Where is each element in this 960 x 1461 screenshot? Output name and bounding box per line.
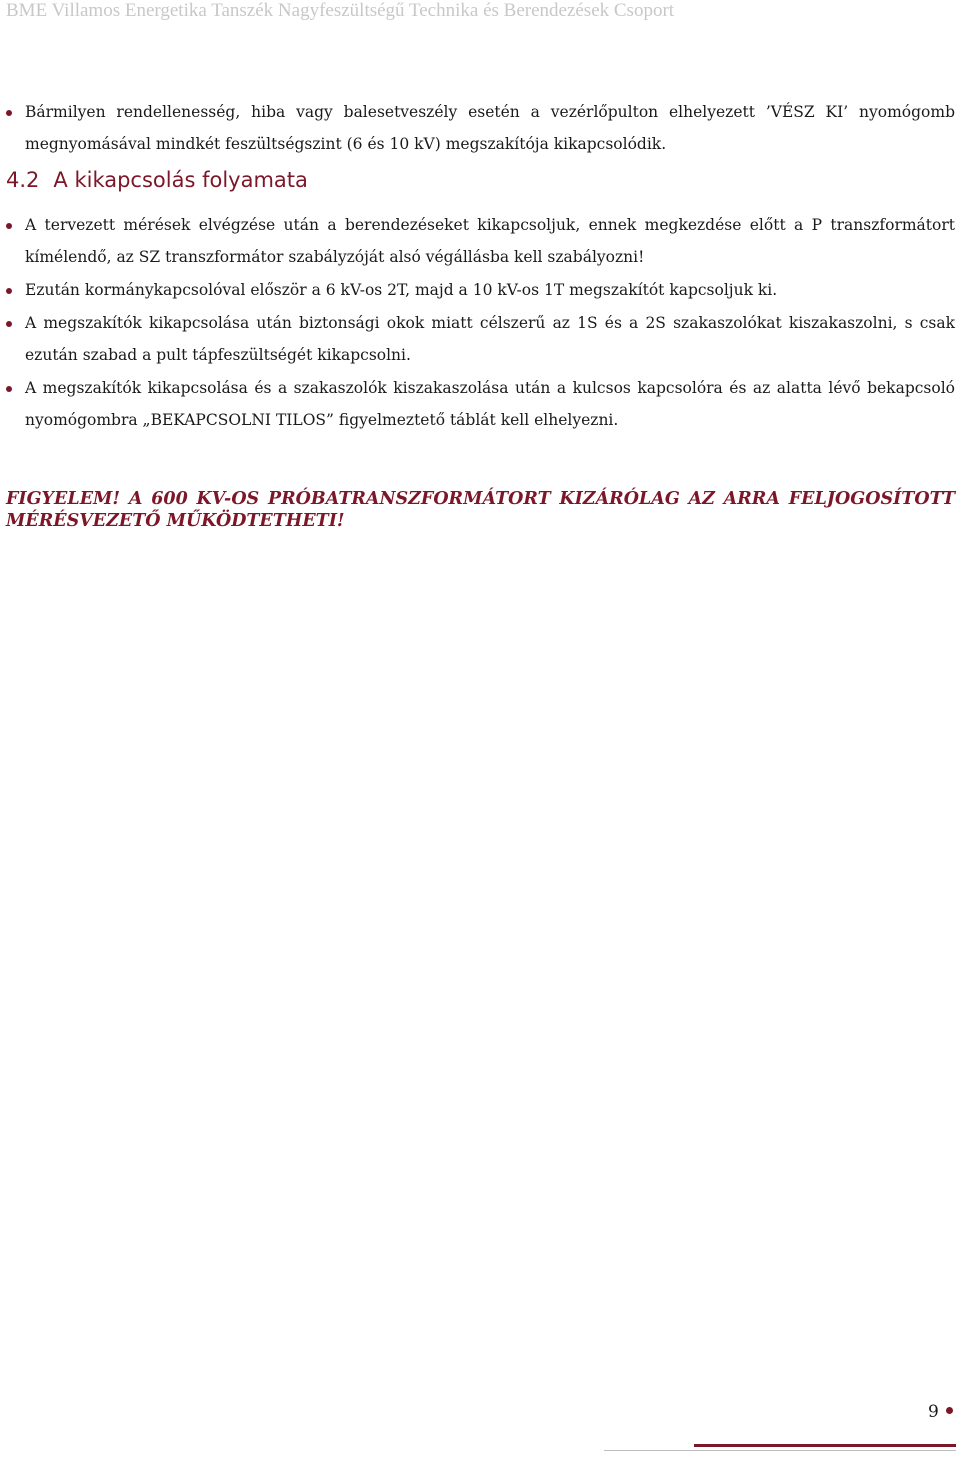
list-item: A megszakítók kikapcsolása és a szakaszolók kiszakaszolása után a kulcsos kapcsolóra és az alatta lévő bekapcsoló nyomógombra „BEKAPCSOLNI TILOS” figyelmeztető táblát kell elhelyezni. (25, 372, 955, 436)
bullet-list-safety (25, 96, 955, 161)
list-item: A megszakítók kikapcsolása után biztonsági okok miatt célszerű az 1S és a 2S szakaszolókat kiszakaszolni, s csak ezután szabad a pult tápfeszültségét kikapcsolni. (25, 307, 955, 371)
section-title-text: A kikapcsolás folyamata (53, 168, 308, 192)
list-item: A tervezett mérések elvégzése után a berendezéseket kikapcsoljuk, ennek megkezdése előtt a P transzformátort kímélendő, az SZ transzformátor szabályzóját alsó végállásba kell szabályozni! (25, 209, 955, 273)
list-item: Bármilyen rendellenesség, hiba vagy balesetveszély esetén a vezérlőpulton elhelyezett ’VÉSZ KI’ nyomógomb megnyomásával mindkét feszültségszint (6 és 10 kV) megszakítója kikapcsolódik. (25, 96, 955, 160)
section-number: 4.2 (6, 168, 40, 192)
page-number: 9 (928, 1402, 939, 1422)
footer-divider-thin (604, 1450, 956, 1451)
footer-divider-accent (694, 1444, 956, 1447)
section-heading (6, 168, 308, 192)
warning-notice: FIGYELEM! A 600 KV-OS PRÓBATRANSZFORMÁTORT KIZÁRÓLAG AZ ARRA FELJOGOSÍTOTT MÉRÉSVEZETŐ MŰKÖDTETHETI! (6, 489, 955, 531)
bullet-list-shutdown (25, 209, 955, 437)
running-header: BME Villamos Energetika Tanszék Nagyfeszültségű Technika és Berendezések Csoport (6, 0, 675, 21)
page-number-dot (946, 1407, 953, 1414)
list-item: Ezután kormánykapcsolóval először a 6 kV-os 2T, majd a 10 kV-os 1T megszakítót kapcsoljuk ki. (25, 274, 955, 306)
